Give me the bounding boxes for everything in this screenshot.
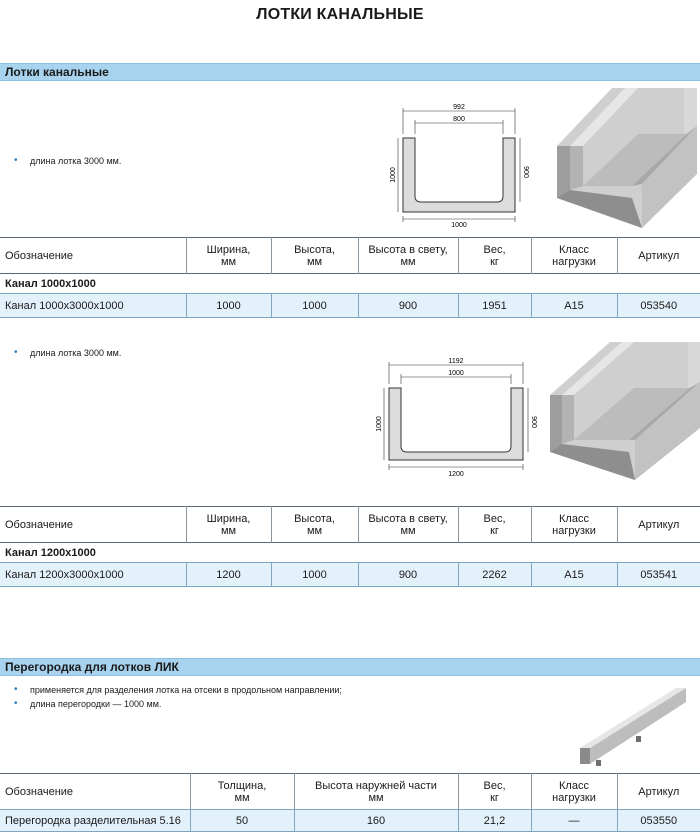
group-row — [0, 274, 700, 294]
bullet-list-partition — [14, 683, 342, 711]
col-weight: Вес, кг — [458, 507, 531, 543]
col-width: Ширина, мм — [186, 238, 271, 274]
channel-tray-3d-image-1200 — [545, 340, 700, 480]
col-weight: Вес, кг — [458, 238, 531, 274]
col-article: Артикул — [617, 507, 700, 543]
col-load-class: Класс нагрузки — [531, 507, 617, 543]
dim-left: 1000 — [390, 167, 397, 183]
dim-inner-top: 1000 — [448, 370, 464, 377]
table-header-row — [0, 507, 700, 543]
cell-name: Канал 1000х3000х1000 — [0, 294, 186, 318]
col-inner-height: Высота в свету, мм — [358, 507, 458, 543]
col-width: Ширина, мм — [186, 507, 271, 543]
col-load-class: Класс нагрузки — [531, 238, 617, 274]
dim-outer-top: 992 — [453, 104, 465, 111]
col-height: Высота, мм — [271, 507, 358, 543]
section-header-channel-trays: Лотки канальные — [0, 63, 700, 81]
channel-tray-3d-image — [552, 86, 697, 228]
col-designation: Обозначение — [0, 238, 186, 274]
dim-inner-top: 800 — [453, 116, 465, 123]
page-title: ЛОТКИ КАНАЛЬНЫЕ — [256, 6, 424, 23]
cell-load: — — [531, 810, 617, 832]
group-title: Канал 1000х1000 — [0, 274, 700, 294]
dim-bottom: 1200 — [448, 471, 464, 478]
group-row — [0, 543, 700, 563]
cell-thickness: 50 — [190, 810, 294, 832]
cell-name: Перегородка разделительная 5.16 — [0, 810, 190, 832]
cell-load: А15 — [531, 294, 617, 318]
table-row[interactable] — [0, 810, 700, 832]
bullet-list-block1 — [14, 154, 121, 168]
cell-weight: 2262 — [458, 563, 531, 587]
bullet-item: • длина перегородки — 1000 мм. — [14, 697, 342, 711]
cell-inner: 900 — [358, 563, 458, 587]
dim-left: 1000 — [376, 416, 383, 432]
col-designation: Обозначение — [0, 774, 190, 810]
partition-3d-image — [576, 686, 688, 768]
dim-bottom: 1000 — [451, 222, 467, 229]
cell-inner: 900 — [358, 294, 458, 318]
table-header-row — [0, 238, 700, 274]
col-article: Артикул — [617, 774, 700, 810]
col-designation: Обозначение — [0, 507, 186, 543]
col-load-class: Класс нагрузки — [531, 774, 617, 810]
col-outer-height: Высота наружней части мм — [294, 774, 458, 810]
bullet-item: • длина лотка 3000 мм. — [14, 346, 121, 360]
cell-weight: 21,2 — [458, 810, 531, 832]
cell-width: 1000 — [186, 294, 271, 318]
spec-table-1000 — [0, 237, 700, 318]
section-header-partition: Перегородка для лотков ЛИК — [0, 658, 700, 676]
col-height: Высота, мм — [271, 238, 358, 274]
dim-right: 900 — [530, 416, 537, 428]
cell-width: 1200 — [186, 563, 271, 587]
cell-name: Канал 1200х3000х1000 — [0, 563, 186, 587]
dim-right: 900 — [522, 166, 529, 178]
cell-article: 053541 — [617, 563, 700, 587]
cell-height: 1000 — [271, 294, 358, 318]
cell-load: А15 — [531, 563, 617, 587]
table-row[interactable] — [0, 294, 700, 318]
col-weight: Вес, кг — [458, 774, 531, 810]
table-row[interactable] — [0, 563, 700, 587]
table-header-row — [0, 774, 700, 810]
cell-height: 160 — [294, 810, 458, 832]
col-thickness: Толщина, мм — [190, 774, 294, 810]
cross-section-drawing-1000 — [385, 100, 533, 230]
col-inner-height: Высота в свету, мм — [358, 238, 458, 274]
bullet-item: • длина лотка 3000 мм. — [14, 154, 121, 168]
bullet-item: • применяется для разделения лотка на отсеки в продольном направлении; — [14, 683, 342, 697]
cross-section-drawing-1200 — [373, 354, 541, 482]
cell-article: 053550 — [617, 810, 700, 832]
group-title: Канал 1200х1000 — [0, 543, 700, 563]
spec-table-1200 — [0, 506, 700, 587]
col-article: Артикул — [617, 238, 700, 274]
cell-article: 053540 — [617, 294, 700, 318]
cell-weight: 1951 — [458, 294, 531, 318]
bullet-list-block2 — [14, 346, 121, 360]
dim-outer-top: 1192 — [448, 358, 464, 365]
cell-height: 1000 — [271, 563, 358, 587]
spec-table-partition — [0, 773, 700, 832]
